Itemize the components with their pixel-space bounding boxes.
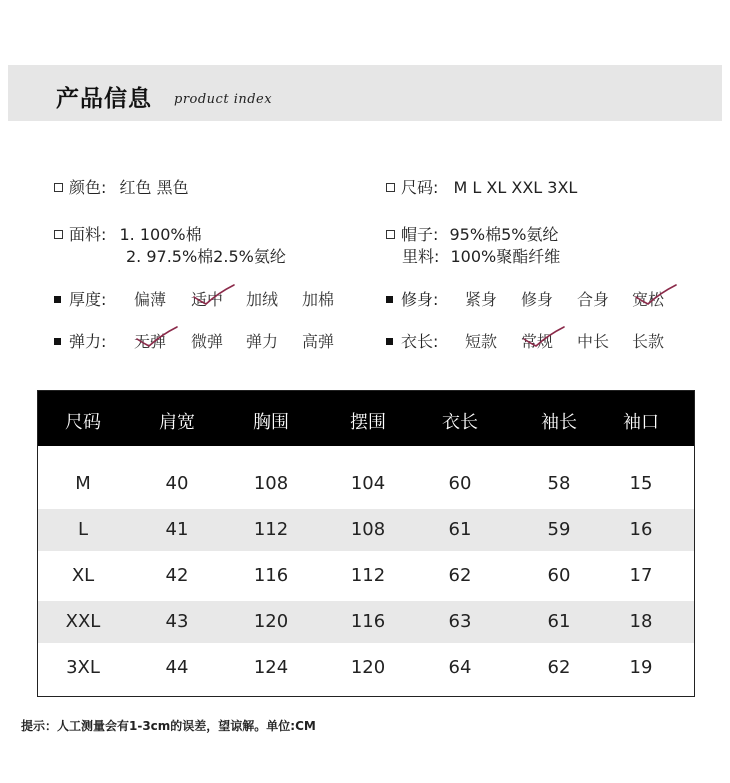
fabric-line-1: 1. 100%棉 — [119, 225, 202, 244]
table-cell: M — [75, 473, 91, 494]
length-option: 中长 — [577, 332, 610, 351]
checkbox-icon — [386, 183, 395, 192]
info-elasticity — [54, 329, 106, 352]
table-row — [38, 647, 694, 689]
length-option: 常规 — [521, 332, 554, 351]
table-cell: 19 — [629, 657, 653, 678]
checkbox-icon — [54, 230, 63, 239]
table-cell: 41 — [165, 519, 189, 540]
elasticity-option: 高弹 — [302, 332, 335, 351]
fit-option: 宽松 — [632, 290, 665, 309]
table-cell: 63 — [448, 611, 472, 632]
table-cell: 108 — [350, 519, 386, 540]
table-cell: 40 — [165, 473, 189, 494]
table-cell: 3XL — [66, 657, 100, 678]
fabric-line-2: 2. 97.5%棉2.5%氨纶 — [126, 247, 286, 266]
bullet-icon — [54, 296, 61, 303]
table-cell: 18 — [629, 611, 653, 632]
table-row — [38, 601, 694, 643]
table-cell: 112 — [253, 519, 289, 540]
info-size — [386, 175, 577, 198]
table-row — [38, 509, 694, 551]
elasticity-option: 无弹 — [134, 332, 167, 351]
bullet-icon — [386, 338, 393, 345]
table-cell: 112 — [350, 565, 386, 586]
color-label: 颜色: — [69, 178, 107, 197]
info-color — [54, 175, 189, 198]
table-row — [38, 463, 694, 505]
elasticity-option: 微弹 — [191, 332, 224, 351]
lining-value: 100%聚酯纤维 — [450, 247, 561, 266]
thickness-option: 适中 — [191, 290, 224, 309]
size-table-header — [38, 391, 694, 446]
info-fabric — [54, 222, 202, 245]
length-option: 长款 — [632, 332, 665, 351]
column-header: 袖长 — [541, 412, 577, 433]
hood-value: 95%棉5%氨纶 — [449, 225, 559, 244]
size-label: 尺码: — [401, 178, 439, 197]
table-cell: 61 — [448, 519, 472, 540]
table-cell: 124 — [253, 657, 289, 678]
table-cell: 120 — [253, 611, 289, 632]
column-header: 尺码 — [65, 412, 101, 433]
table-cell: XL — [71, 565, 95, 586]
info-length — [386, 329, 438, 352]
column-header: 摆围 — [350, 412, 386, 433]
table-cell: L — [77, 519, 89, 540]
fit-label: 修身: — [401, 290, 439, 309]
page-title: 产品信息 — [56, 86, 152, 112]
table-cell: 120 — [350, 657, 386, 678]
table-cell: 60 — [448, 473, 472, 494]
table-cell: 42 — [165, 565, 189, 586]
table-cell: 64 — [448, 657, 472, 678]
table-cell: 59 — [547, 519, 571, 540]
thickness-option: 加棉 — [302, 290, 335, 309]
checkbox-icon — [386, 230, 395, 239]
table-cell: 16 — [629, 519, 653, 540]
table-cell: 58 — [547, 473, 571, 494]
info-hood — [386, 222, 558, 245]
thickness-option: 偏薄 — [134, 290, 167, 309]
table-cell: 62 — [448, 565, 472, 586]
thickness-option: 加绒 — [246, 290, 279, 309]
thickness-label: 厚度: — [69, 290, 107, 309]
measurement-note: 提示：人工测量会有1-3cm的误差，望谅解。单位:CM — [21, 719, 316, 733]
elasticity-option: 弹力 — [246, 332, 279, 351]
color-value: 红色 黑色 — [119, 178, 189, 197]
table-cell: 60 — [547, 565, 571, 586]
info-lining — [402, 244, 560, 267]
elasticity-label: 弹力: — [69, 332, 107, 351]
bullet-icon — [54, 338, 61, 345]
info-thickness — [54, 287, 106, 310]
lining-label: 里料: — [402, 247, 440, 266]
table-cell: 116 — [253, 565, 289, 586]
column-header: 袖口 — [623, 412, 659, 433]
fabric-label: 面料: — [69, 225, 107, 244]
table-cell: 43 — [165, 611, 189, 632]
checkbox-icon — [54, 183, 63, 192]
column-header: 衣长 — [442, 412, 478, 433]
size-value: M L XL XXL 3XL — [453, 178, 578, 197]
table-cell: 62 — [547, 657, 571, 678]
size-table — [37, 390, 695, 697]
hood-label: 帽子: — [401, 225, 439, 244]
table-cell: 108 — [253, 473, 289, 494]
bullet-icon — [386, 296, 393, 303]
table-cell: 61 — [547, 611, 571, 632]
table-cell: 15 — [629, 473, 653, 494]
length-label: 衣长: — [401, 332, 439, 351]
page-subtitle-script: product index — [174, 92, 273, 107]
table-cell: 104 — [350, 473, 386, 494]
table-row — [38, 555, 694, 597]
length-option: 短款 — [465, 332, 498, 351]
table-cell: 116 — [350, 611, 386, 632]
fit-option: 修身 — [521, 290, 554, 309]
column-header: 肩宽 — [159, 412, 195, 433]
table-cell: 44 — [165, 657, 189, 678]
column-header: 胸围 — [253, 412, 289, 433]
fit-option: 合身 — [577, 290, 610, 309]
info-fit — [386, 287, 438, 310]
fit-option: 紧身 — [465, 290, 498, 309]
table-cell: 17 — [629, 565, 653, 586]
table-cell: XXL — [65, 611, 101, 632]
